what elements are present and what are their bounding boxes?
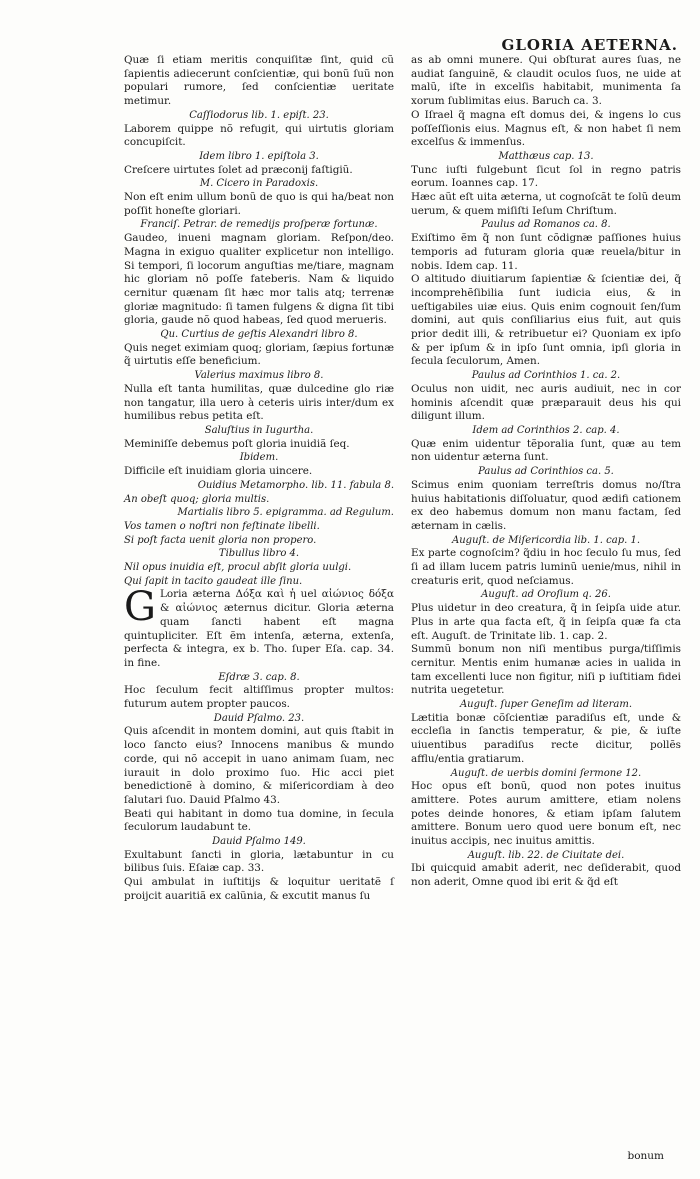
source-citation: Valerius maximus libro 8. [194,370,324,382]
paragraph: Nulla eſt tanta humilitas, quæ dulcedine glo riæ non tangatur, illa uero à ceteris uiris inter/dum ex humilibus rebus petita eſt. [124,382,394,423]
paragraph: Creſcere uirtutes ſolet ad præconij faſtigiũ. [124,163,353,176]
paragraph: Plus uidetur in deo creatura, q̃ in ſeipſa uide atur. Plus in arte qua facta eſt, q̃ in ſeipſa quæ fa cta eſt. Auguſt. de Trinitate lib. 1. cap. 2. [411,602,681,642]
verse-line: Qui ſapit in tacito gaudeat ille ſinu. [124,575,303,587]
paragraph: Gaudeo, inueni magnam gloriam. Reſpon/deo. Magna in exiguo qualiter explicetur non intelligo. Si tempori, ſi locorum anguſtias me/tiare, magnam hic gloriam nõ poſſe fateberis. Nam & liquido cernitur quænam ſit hæc mor talis atq; terrenæ gloriæ magnitudo: ſi tamen fulgens & digna ſit tibi gloria, gaude nõ quod habeas, ſed quod merueris. [124,232,394,327]
left-column [124,54,394,904]
paragraph: Qui ambulat in iuſtitijs & loquitur ueritatẽ ſ proijcit auaritiã ex calũnia, & excutit manus ſu [124,876,394,902]
source-citation: Caſſiodorus lib. 1. epiſt. 23. [189,109,329,121]
paragraph-text: Loria æterna Δόξα καὶ ἡ uel αἰώνιος δόξα & αἰώνιος æternus dicitur. Gloria æterna quam ſancti habent eſt magna quintupliciter. Eſt ẽm intenſa, æterna, extenſa, perfecta & integra, ex b. Tho. ſuper Eſa. cap. 34. in fine. [124,588,394,669]
paragraph: Tunc iuſti fulgebunt ſicut ſol in regno patris eorum. Ioannes cap. 17. [411,163,681,190]
paragraph: Scimus enim quoniam terreſtris domus no/ſtra huius habitationis diſſoluatur, quod ædifi cationem ex deo habemus domum non manu factam, ſed æternam in cælis. [411,478,681,532]
paragraph: as ab omni munere. Qui obſturat aures ſuas, ne audiat ſanguinẽ, & claudit oculos ſuos, ne uide at malũ, iſte in excelſis habitabit, munimenta ſa xorum ſublimitas eius. Baruch ca. 3. [411,54,681,108]
paragraph: Quæ ſi etiam meritis conquiſitæ ſint, quid cũ ſapientis adiecerunt conſcientiæ, qui bonũ ſuũ non populari rumore, ſed conſcientiæ ueritate metimur. [124,54,394,108]
paragraph: Beati qui habitant in domo tua domine, in ſecula ſeculorum laudabunt te. [124,807,394,834]
paragraph: Lætitia bonæ cõſcientiæ paradiſus eſt, unde & eccleſia in ſanctis temperatur, & pie, & iuſte uiuentibus paradiſus recte dicitur, pollẽs afflu/entia gratiarum. [411,711,681,765]
source-citation: Matthæus cap. 13. [498,150,594,162]
paragraph: Quis neget eximiam quoq; gloriam, ſæpius fortunæ q̃ uirtutis eſſe beneficium. [124,341,394,368]
verse-line: Si poſt facta uenit gloria non propero. [124,534,317,546]
paragraph: O Iſrael q̃ magna eſt domus dei, & ingens lo cus poſſeſſionis eius. Magnus eſt, & non habet ſi nem excelſus & immenſus. [411,108,681,149]
drop-capital: G [124,584,156,631]
source-citation: Auguſt. ſuper Geneſim ad literam. [459,699,633,711]
paragraph: Exultabunt ſancti in gloria, lætabuntur in cu bilibus ſuis. Eſaiæ cap. 33. [124,848,394,875]
source-citation: Qu. Curtius de geſtis Alexandri libro 8. [160,329,358,341]
source-citation: M. Cicero in Paradoxis. [199,178,319,190]
paragraph-with-initial [124,584,394,670]
source-citation: Saluſtius in Iugurtha. [204,424,314,436]
source-citation: Eſdræ 3. cap. 8. [218,671,300,683]
paragraph: Laborem quippe nõ refugit, qui uirtutis gloriam concupiſcit. [124,122,394,149]
paragraph: Exiſtimo ẽm q̃ non ſunt cõdignæ paſſiones huius temporis ad futuram gloria quæ reuela/bitur in nobis. Idem cap. 11. [411,232,681,272]
right-column [411,54,681,890]
source-citation: Auguſt. lib. 22. de Ciuitate dei. [467,849,625,861]
paragraph: Hoc ſeculum fecit altiſſimus propter multos: futurum autem propter paucos. [124,684,394,711]
paragraph: O altitudo diuitiarum ſapientiæ & ſcientiæ dei, q̃ incomprehẽſibilia ſunt iudicia eius, & in ueſtigabiles uiæ eius. Quis enim cognouit ſen/ſum domini, aut quis conſiliarius eius fuit, aut quis prior dedit illi, & retribuetur ei? Quoniam ex ipſo & per ipſum & in ipſo ſunt omnia, ipſi gloria in ſecula ſeculorum, Amen. [411,273,681,368]
source-citation: Tibullus libro 4. [218,548,300,560]
source-citation: Dauid Pſalmo. 23. [213,712,305,724]
paragraph: Non eſt enim ullum bonũ de quo is qui ha/beat non poſſit honeſte gloriari. [124,191,394,217]
source-citation: Martialis libro 5. epigramma. ad Regulum. [177,507,394,519]
paragraph: Ibi quicquid amabit aderit, nec deſiderabit, quod non aderit, Omne quod ibi erit & q̃d eſt [411,862,681,889]
paragraph: Meminiſſe debemus poſt gloria inuidiã ſeq. [124,437,350,450]
paragraph: Oculus non uidit, nec auris audiuit, nec in cor hominis aſcendit quæ præparauit deus his qui diligunt illum. [411,382,681,423]
paragraph: Hoc opus eſt bonũ, quod non potes inuitus amittere. Potes aurum amittere, etiam nolens potes deinde honores, & etiam ipſam ſalutem amittere. Bonum uero quod uere bonum eſt, nec inuitus accipis, nec inuitus amittis. [411,780,681,848]
source-citation: Ouidius Metamorpho. lib. 11. fabula 8. [197,479,394,491]
verse-line: Vos tamen o noſtri non feſtinate libelli. [124,520,320,532]
paragraph: Difficile eſt inuidiam gloria uincere. [124,465,313,478]
source-citation: Auguſt. de Miſericordia lib. 1. cap. 1. [452,534,640,546]
source-citation: Paulus ad Corinthios 1. ca. 2. [471,370,621,382]
source-citation: Auguſt. de uerbis domini ſermone 12. [450,767,642,779]
source-citation: Auguſt. ad Oroſium q. 26. [481,589,611,601]
paragraph: Quæ enim uidentur tẽporalia ſunt, quæ au tem non uidentur æterna ſunt. [411,437,681,464]
source-citation: Ibidem. [239,452,279,464]
catchword: bonum [627,1150,664,1162]
running-header: GLORIA AETERNA. [501,36,678,54]
source-citation: Paulus ad Romanos ca. 8. [481,219,611,231]
source-citation: Idem ad Corinthios 2. cap. 4. [472,424,620,436]
verse-line: An obeſt quoq; gloria multis. [124,493,270,505]
paragraph: Quis aſcendit in montem domini, aut quis ſtabit in loco ſancto eius? Innocens manibus & mundo corde, qui nõ accepit in uano animam ſuam, nec iurauit in dolo proximo ſuo. Hic acci piet benedictionẽ à domino, & miſericordiam à deo ſalutari ſuo. Dauid Pſalmo 43. [124,725,394,806]
paragraph: Hæc aũt eſt uita æterna, ut cognoſcãt te ſolũ deum uerum, & quem miſiſti Ieſum Chriſtum. [411,191,681,217]
verse-line: Nil opus inuidia eſt, procul abſit gloria uulgi. [124,562,352,574]
source-citation: Franciſ. Petrar. de remedijs proſperæ fortunæ. [140,219,378,231]
source-citation: Dauid Pſalmo 149. [212,836,306,848]
source-citation: Paulus ad Corinthios ca. 5. [478,466,614,478]
paragraph: Ex parte cognoſcim? q̃diu in hoc ſeculo ſu mus, ſed ſi ad illam lucem patris luminũ uenie/mus, nihil in creaturis erit, quod neſciamus. [411,547,681,587]
source-citation: Idem libro 1. epiſtola 3. [199,150,319,162]
paragraph: Summũ bonum non niſi mentibus purga/tiſſimis cernitur. Mentis enim humanæ acies in ualida in tam excellenti luce non figitur, niſi p iuſtitiam fidei nutrita uegetetur. [411,643,681,697]
